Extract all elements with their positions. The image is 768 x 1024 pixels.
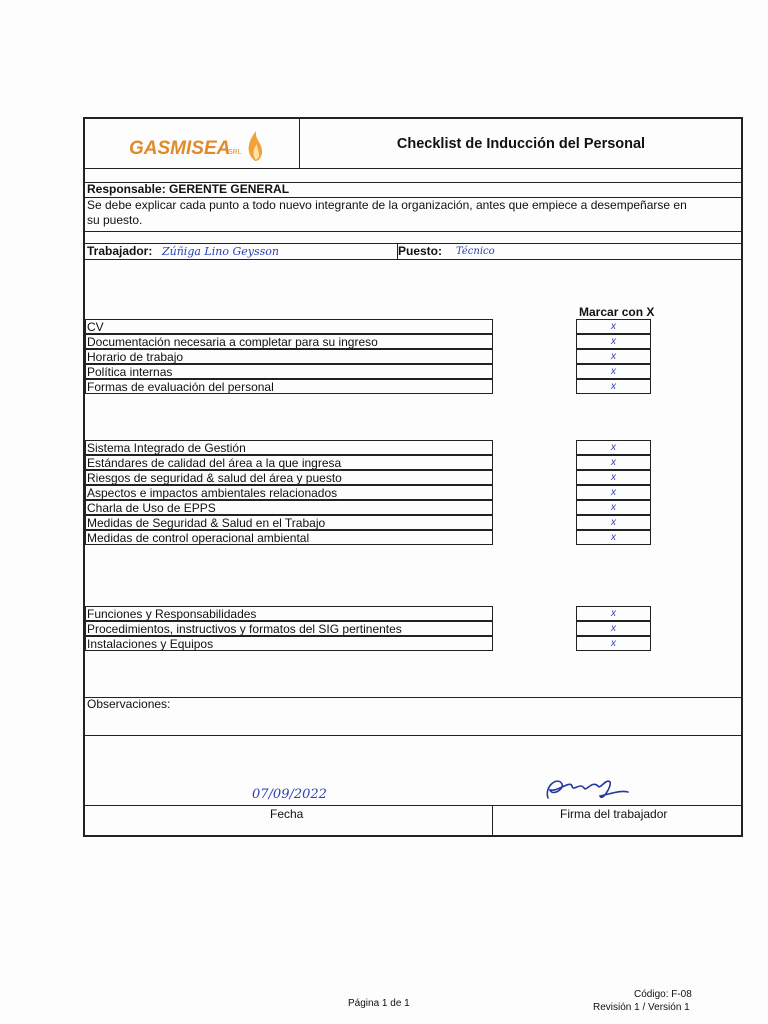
checkbox-mark[interactable]: x [576,319,651,334]
checklist-item: Documentación necesaria a completar para su ingreso [85,334,493,349]
position-label: Puesto: [398,244,443,258]
checklist-item: Estándares de calidad del área a la que ingresa [85,455,493,470]
checklist-item: Medidas de control operacional ambiental [85,530,493,545]
worker-label: Trabajador: [87,244,153,258]
gasmisea-logo-icon [85,119,299,168]
signature-label: Firma del trabajador [560,807,668,821]
checkbox-mark[interactable]: x [576,379,651,394]
document-code: Código: F-08 [634,989,692,1000]
checkbox-mark[interactable]: x [576,485,651,500]
checklist-item: Charla de Uso de EPPS [85,500,493,515]
checklist-item: Funciones y Responsabilidades [85,606,493,621]
page-number: Página 1 de 1 [348,998,410,1009]
mark-header: Marcar con X [579,305,655,319]
form-title: Checklist de Inducción del Personal [396,135,646,152]
checkbox-mark[interactable]: x [576,349,651,364]
divider [85,259,741,260]
checkbox-mark[interactable]: x [576,530,651,545]
signature-icon [540,772,630,806]
checkbox-mark[interactable]: x [576,470,651,485]
checkbox-mark[interactable]: x [576,334,651,349]
checklist-item: Medidas de Seguridad & Salud en el Trabajo [85,515,493,530]
checkbox-mark[interactable]: x [576,515,651,530]
divider [85,805,741,806]
observations-label: Observaciones: [87,697,171,711]
date-field[interactable]: 07/09/2022 [252,787,327,802]
instruction-text: su puesto. [87,213,143,227]
checklist-item: Riesgos de seguridad & salud del área y puesto [85,470,493,485]
checklist-item: Instalaciones y Equipos [85,636,493,651]
divider [492,805,493,837]
worker-name-field[interactable]: Zúñiga Lino Geysson [162,245,279,258]
checkbox-mark[interactable]: x [576,606,651,621]
checkbox-mark[interactable]: x [576,500,651,515]
logo-text: GASMISEA [129,138,231,159]
checklist-item: Aspectos e impactos ambientales relacionados [85,485,493,500]
checkbox-mark[interactable]: x [576,364,651,379]
instruction-text: Se debe explicar cada punto a todo nuevo integrante de la organización, antes que empiece a desempeñarse en [87,198,687,212]
checkbox-mark[interactable]: x [576,621,651,636]
revision-text: Revisión 1 / Versión 1 [593,1002,690,1013]
position-field[interactable]: Técnico [456,246,495,257]
checkbox-mark[interactable]: x [576,636,651,651]
checklist-item: CV [85,319,493,334]
checkbox-mark[interactable]: x [576,455,651,470]
checkbox-mark[interactable]: x [576,440,651,455]
checklist-item: Sistema Integrado de Gestión [85,440,493,455]
divider [85,735,741,736]
company-logo [85,119,300,168]
checklist-item: Formas de evaluación del personal [85,379,493,394]
logo-suffix: SRL [228,149,242,156]
divider [85,231,741,232]
responsable-label: Responsable: GERENTE GENERAL [87,182,290,196]
divider [85,697,741,698]
divider [85,168,741,169]
checklist-item: Procedimientos, instructivos y formatos del SIG pertinentes [85,621,493,636]
date-label: Fecha [270,807,304,821]
checklist-item: Horario de trabajo [85,349,493,364]
checklist-item: Política internas [85,364,493,379]
